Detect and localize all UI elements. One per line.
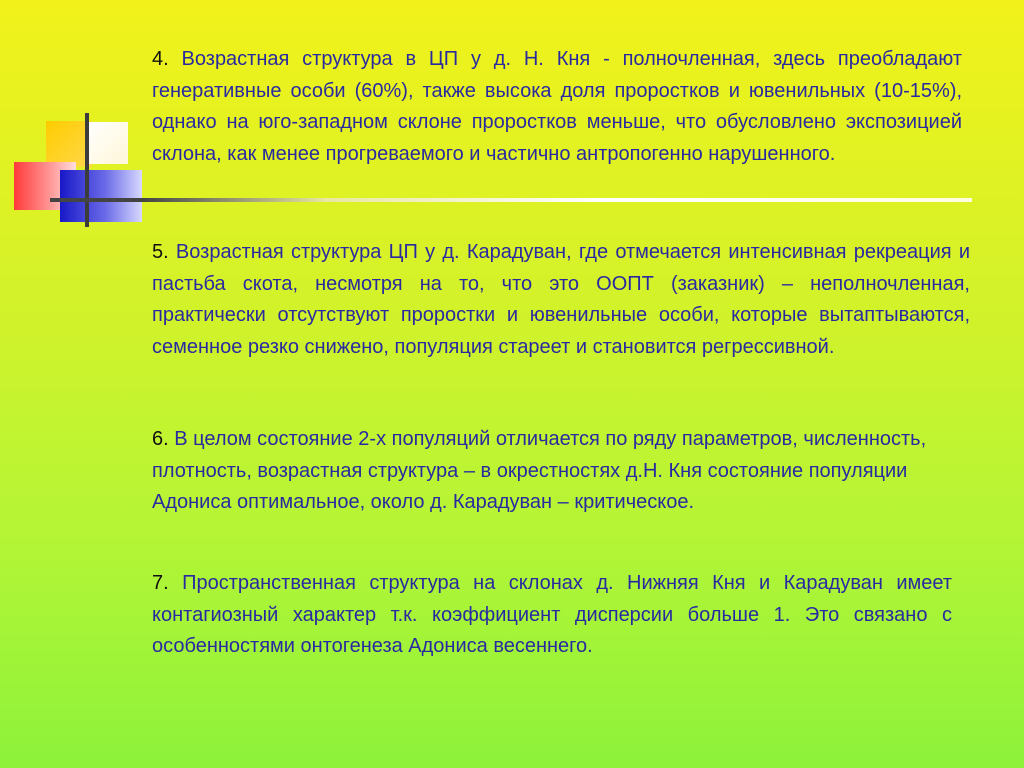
paragraph-text: Возрастная структура в ЦП у д. Н. Кня - полночленная, здесь преобладают генеративные особи (60%), также высока доля проростков и ювенильных (10-15%), однако на юго-западном склоне проростков меньше, что обусловлено экспозицией склона, как менее прогреваемого и частично антропогенно нарушенного. [152,48,962,165]
paragraph-number: 4. [152,48,169,70]
paragraph-text: Возрастная структура ЦП у д. Карадуван, где отмечается интенсивная рекреация и пастьба скота, несмотря на то, что это ООПТ (заказник) – неполночленная, практически отсутствуют проростки и ювенильные особи, которые вытаптываются, семенное резко снижено, популяция стареет и становится регрессивной. [152,241,970,358]
paragraph-number: 7. [152,572,169,594]
white-square [86,122,128,164]
paragraph-5 [152,237,970,363]
paragraph-number: 5. [152,241,169,263]
paragraph-text: Пространственная структура на склонах д. Нижняя Кня и Карадуван имеет контагиозный характер т.к. коэффициент дисперсии больше 1. Это связано с особенностями онтогенеза Адониса весеннего. [152,572,952,657]
horizontal-divider-line [50,198,972,202]
paragraph-6 [152,424,978,519]
paragraph-7 [152,568,952,663]
blue-square [60,170,142,222]
decorative-squares [0,0,160,240]
paragraph-number: 6. [152,428,169,450]
vertical-divider-line [85,113,89,227]
paragraph-4 [152,44,962,170]
paragraph-text: В целом состояние 2-х популяций отличается по ряду параметров, численность, плотность, возрастная структура – в окрестностях д.Н. Кня состояние популяции Адониса оптимальное, около д. Карадуван – критическое. [152,428,927,513]
